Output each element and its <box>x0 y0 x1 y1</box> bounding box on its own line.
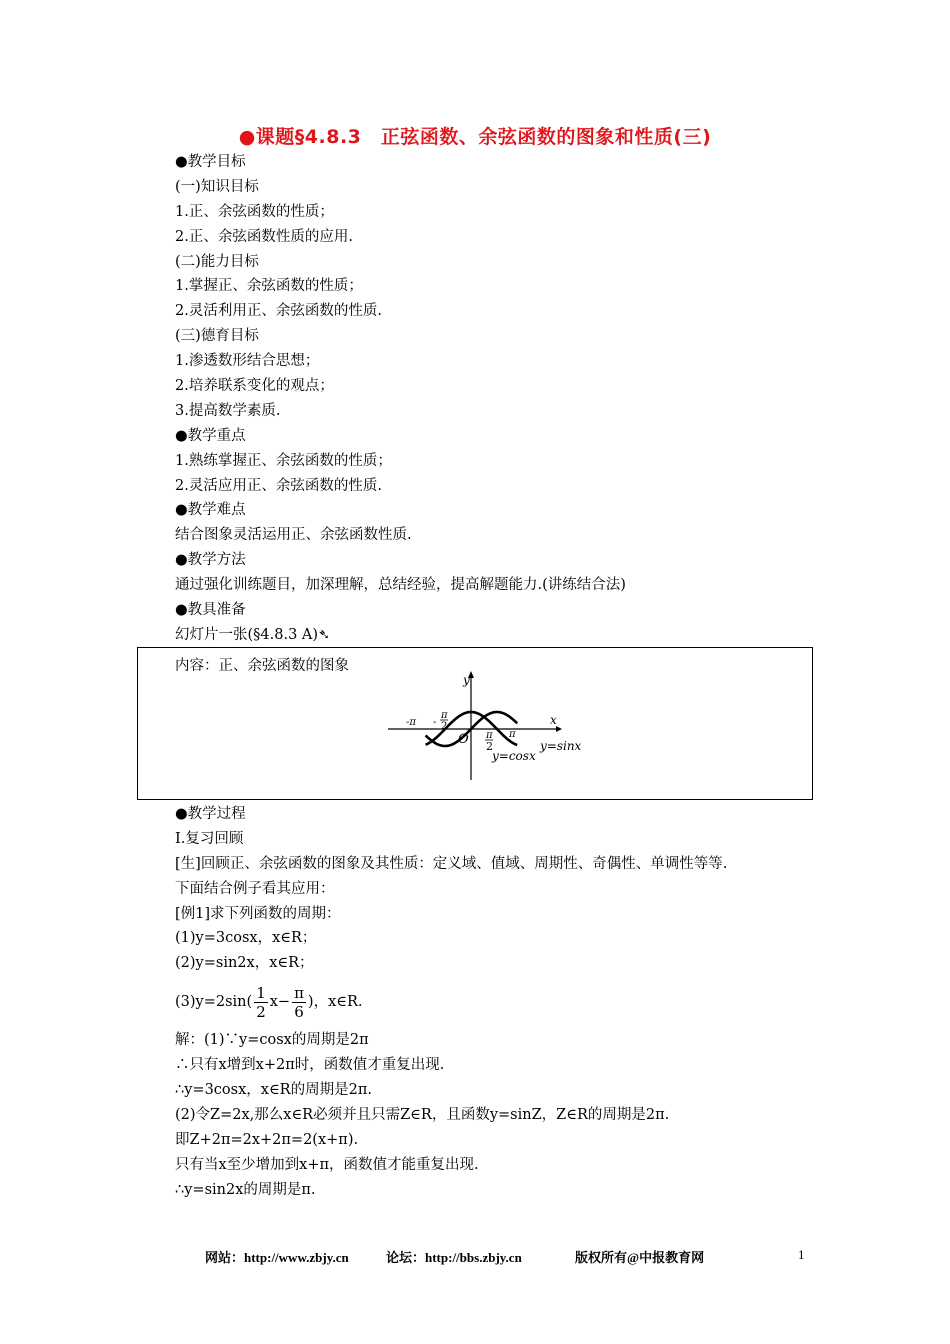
fraction-numerator: π <box>294 983 304 1002</box>
text-line: 2.灵活应用正、余弦函数的性质. <box>175 477 382 494</box>
neg-half-pi-minus: - <box>433 717 437 728</box>
fraction-denominator: 6 <box>294 1002 304 1021</box>
sin-cos-graph <box>388 670 598 782</box>
section-process <box>175 802 825 1202</box>
x-axis-arrow <box>556 726 562 732</box>
text-line: ●教学目标 <box>175 154 246 170</box>
text-line: [生]回顾正、余弦函数的图象及其性质：定义域、值域、周期性、奇偶性、单调性等等. <box>175 855 728 872</box>
example-3-prefix: (3)y=2sin( <box>175 994 253 1011</box>
fraction-one-half <box>254 984 268 1021</box>
text-line: [例1]求下列函数的周期： <box>175 905 341 922</box>
text-line: 解：(1)∵y=cosx的周期是2π <box>175 1032 369 1049</box>
text-line: 只有当x至少增加到x+π，函数值才能重复出现. <box>175 1156 479 1173</box>
half-pi-den: 2 <box>486 740 493 753</box>
text-line: ●教具准备 <box>175 602 246 619</box>
text-line: ∴只有x增到x+2π时，函数值才重复出现. <box>175 1057 445 1074</box>
text-line: 下面结合例子看其应用： <box>175 880 335 897</box>
pi-label: π <box>509 729 516 740</box>
text-line: 1.掌握正、余弦函数的性质； <box>175 278 363 295</box>
fraction-numerator: 1 <box>256 983 266 1002</box>
neg-half-pi-den: 2 <box>441 721 448 732</box>
x-axis-label: x <box>550 713 557 727</box>
text-line: 2.培养联系变化的观点； <box>175 378 334 395</box>
text-line: (2)令Z=2x,那么x∈R必须并且只需Z∈R，且函数y=sinZ，Z∈R的周期是2π. <box>175 1106 670 1123</box>
half-pi-num: π <box>486 730 493 741</box>
text-line: 1.渗透数形结合思想； <box>175 353 320 370</box>
text-line: ∴y=3cosx，x∈R的周期是2π. <box>175 1082 372 1099</box>
text-line: 即Z+2π=2x+2π=2(x+π). <box>175 1131 359 1148</box>
cos-label: y=cosx <box>492 749 536 763</box>
text-line: (1)y=3cosx，x∈R； <box>175 930 317 947</box>
text-line: (2)y=sin2x，x∈R； <box>175 955 314 972</box>
text-line: ●教学方法 <box>175 552 246 569</box>
origin-label: O <box>458 732 469 747</box>
text-line: 幻灯片一张(§4.8.3 A)➴ <box>175 626 331 643</box>
text-line: ●教学难点 <box>175 502 246 519</box>
text-line: 2.灵活利用正、余弦函数的性质. <box>175 303 382 320</box>
text-line: 2.正、余弦函数性质的应用. <box>175 228 353 245</box>
footer-copyright: 版权所有@中报教育网 <box>575 1250 705 1265</box>
box-label: 内容：正、余弦函数的图象 <box>175 658 349 674</box>
text-line: 1.熟练掌握正、余弦函数的性质； <box>175 452 392 469</box>
page-title: ●课题§4.8.3 正弦函数、余弦函数的图象和性质(三) <box>238 126 712 148</box>
fraction-pi-over-six <box>292 984 306 1021</box>
text-line: Ⅰ.复习回顾 <box>175 830 244 847</box>
text-line: ●教学过程 <box>175 806 246 822</box>
example-3-line <box>175 976 825 1028</box>
y-axis-label: y <box>463 673 470 687</box>
fraction-denominator: 2 <box>256 1002 266 1021</box>
page-number: 1 <box>798 1247 805 1262</box>
text-line: (一)知识目标 <box>175 178 259 195</box>
text-line: 结合图象灵活运用正、余弦函数性质. <box>175 527 412 544</box>
neg-pi-label: -π <box>406 717 416 728</box>
text-line: (三)德育目标 <box>175 328 259 345</box>
text-line: 3.提高数学素质. <box>175 402 281 419</box>
example-3-suffix: )，x∈R. <box>307 994 363 1011</box>
text-line: ∴y=sin2x的周期是π. <box>175 1181 316 1198</box>
example-3-mid: x− <box>269 994 291 1011</box>
text-line: ●教学重点 <box>175 427 246 444</box>
footer-forum: 论坛：http://bbs.zbjy.cn <box>386 1250 522 1265</box>
neg-half-pi-num: π <box>441 710 448 721</box>
sin-label: y=sinx <box>540 739 582 753</box>
slide-content-box <box>137 647 813 800</box>
text-line: 通过强化训练题目，加深理解，总结经验，提高解题能力.(讲练结合法) <box>175 577 626 594</box>
text-line: (二)能力目标 <box>175 253 259 270</box>
footer-website: 网站：http://www.zbjy.cn <box>205 1250 349 1265</box>
section-objectives <box>175 150 825 648</box>
text-line: 1.正、余弦函数的性质； <box>175 203 334 220</box>
